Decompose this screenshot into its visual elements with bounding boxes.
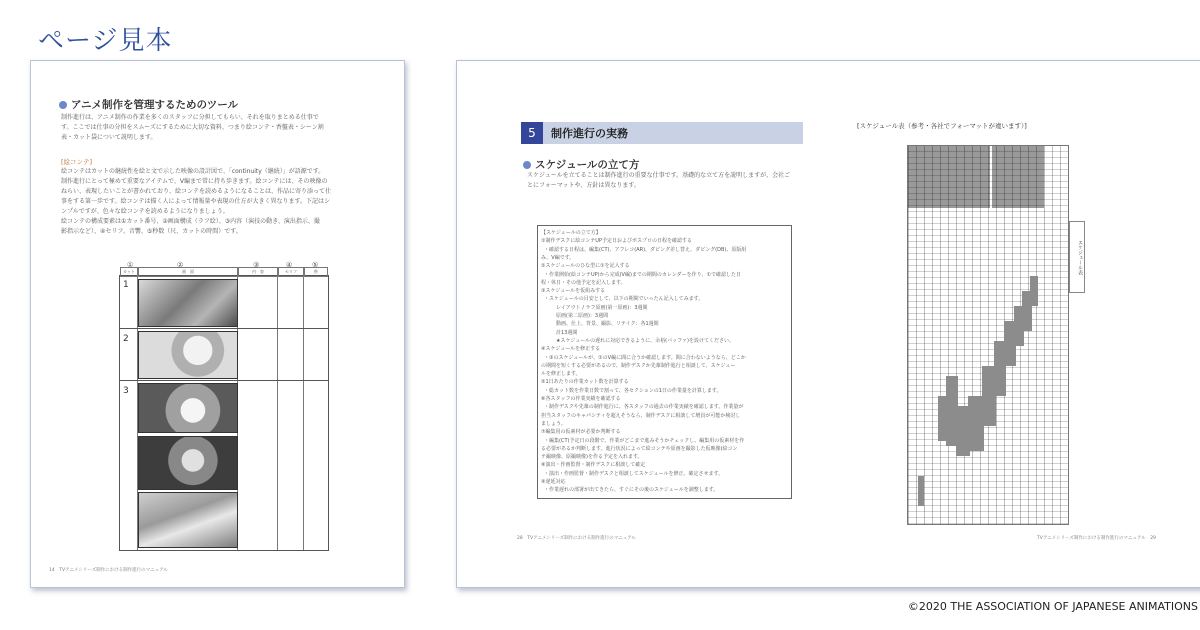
left-subheading: [絵コンテ]: [61, 158, 93, 166]
storyboard-sample: [119, 269, 329, 551]
step-line: ・制作デスクや先輩の制作進行に、各スタッフの過去の作業実績を確認します。作業量が: [544, 404, 744, 411]
bullet-dot-icon: [59, 101, 67, 109]
marker-4: ④: [286, 261, 293, 269]
step-line: ⑦編集用の仮素材が必要か判断する: [541, 429, 621, 436]
step-line: ・確認する日程は、編集(CT)、アフレコ(AR)、ダビング差し替え、ダビング(DB)、原版組: [544, 246, 747, 253]
schedule-chart: [907, 145, 1069, 525]
step-line: る必要があるか判断します。進行状況によって絵コンテや原画を撮影した仮映像(絵コン: [541, 445, 738, 452]
marker-1: ①: [127, 261, 134, 269]
page-heading: ページ見本: [38, 26, 173, 56]
step-line: 計13週間: [556, 329, 578, 336]
marker-5: ⑤: [312, 261, 319, 269]
step-line: 担当スタッフのキャパシティを超えそうなら、制作デスクに相談して増員が可能か検討し: [541, 412, 741, 419]
step-line: レイアウト / ラフ原画(第一原画)：3週間: [556, 304, 648, 311]
left-footer: 14 TVアニメシリーズ制作における制作進行のマニュアル: [49, 568, 168, 573]
storyboard-frame: [138, 279, 238, 327]
chart-grid-lines: [908, 146, 1068, 524]
marker-3: ③: [253, 261, 260, 269]
step-line: ましょう。: [541, 420, 567, 427]
step-line: ⑥各スタッフの作業実績を確認する: [541, 396, 621, 402]
text-line: 絵コンテの構成要素は①カット番号、②画面構成（ラフ絵）、③内容（演技の動き、演出指示、撮: [61, 218, 320, 225]
step-line: ⑧演出・作画監督・制作デスクに相談して確定: [541, 462, 646, 469]
text-line: ねらい、表現したいことが書かれており、絵コンテを読めるようになることは、作品に寄り添って仕: [61, 188, 332, 195]
col-header-seconds: 秒: [304, 267, 328, 277]
col-header-picture: 画 面: [138, 267, 238, 277]
step-line: テ撮映像、原撮映像)を作る予定を入れます。: [541, 454, 643, 461]
step-line: ⑤1日あたりの作業カット数を計算する: [541, 379, 629, 386]
left-body: [61, 167, 331, 237]
left-page-sample: [30, 60, 405, 588]
col-header-dialogue: セリフ: [278, 267, 304, 277]
step-line: 動画、仕上、背景、撮影、リテイク：各1週間: [556, 321, 659, 328]
step-line: ・作業開始(絵コンテUP)から完成(V編)までの期間のカレンダーを作り、①で確認した日: [544, 271, 742, 278]
text-line: 事をする第一歩です。絵コンテは描く人によって情報量や表現の仕方が大きく異なります。下記はシ: [61, 198, 331, 205]
text-line: 制作進行は、アニメ制作の作業を多くのスタッフに分担してもらい、それを取りまとめる仕事で: [61, 114, 319, 121]
col-header-content: 内 容: [238, 267, 278, 277]
right-footer-right: TVアニメシリーズ制作における制作進行のマニュアル 29: [1037, 536, 1156, 541]
left-section-title: [59, 97, 238, 112]
text-line: 影指示など）、④セリフ、音響、⑤秒数（尺、カットの時間）です。: [61, 228, 242, 235]
step-line: ・③のスケジュールが、①のV編に間に合うか確認します。間に合わないようなら、どこか: [544, 354, 746, 361]
col-header-cut: カット: [120, 267, 138, 277]
step-line: ④スケジュールを修正する: [541, 346, 601, 353]
storyboard-frame: [138, 436, 238, 490]
schedule-steps-box: [537, 225, 792, 499]
chapter-title: 制作進行の実務: [551, 127, 628, 140]
chapter-number: 5: [521, 122, 543, 144]
text-line: 表・カット袋について説明します。: [61, 134, 157, 141]
step-line: 程・休日・その他予定を記入します。: [541, 279, 626, 286]
right-section-title-text: スケジュールの立て方: [535, 159, 640, 171]
schedule-side-label: スケジュール表: [1069, 221, 1085, 293]
cut-number: 2: [123, 334, 129, 344]
step-line: ・総カット数を作業日数で割って、各セクションの1日の作業量を計算します。: [544, 387, 722, 394]
left-intro: [61, 113, 324, 143]
schedule-chart-title: [スケジュール表（参考・各社でフォーマットが違います）]: [857, 122, 1027, 130]
step-line: 【スケジュールの立て方】: [541, 230, 601, 236]
right-page-sample: [456, 60, 1200, 588]
step-line: ・スケジュールの目安として、以下の期間でいったん記入してみます。: [544, 296, 704, 303]
step-line: ⑨遅延対応: [541, 479, 566, 485]
divider: [277, 276, 278, 550]
step-line: ②スケジュールのひな型に①を記入する: [541, 263, 630, 270]
right-intro: [527, 171, 790, 191]
text-line: とにフォーマットや、方針は異なります。: [527, 182, 640, 189]
step-line: 原画(第二原画)：3週間: [556, 313, 609, 319]
left-section-title-text: アニメ制作を管理するためのツール: [71, 99, 239, 111]
right-footer-left: 28 TVアニメシリーズ制作における制作進行のマニュアル: [517, 536, 636, 541]
text-line: 絵コンテはカットの継続性を絵と文で示した映像の設計図で、「continuity（継続）」が語源です。: [61, 168, 325, 175]
step-line: ①制作デスクに絵コンテUP予定日およびポスプロの日程を確認する: [541, 238, 692, 245]
divider: [303, 276, 304, 550]
text-line: ンプルですが、色々な絵コンテを読めるようになりましょう。: [61, 208, 229, 215]
text-line: す。ここでは仕事の分担をスムーズにするために大切な資料、つまり絵コンテ・香盤表・シーン割: [61, 124, 324, 131]
chapter-banner: [521, 122, 803, 144]
step-line: ルを修正します。: [541, 371, 581, 378]
schedule-bar: [1030, 276, 1038, 306]
cut-number: 1: [123, 280, 129, 290]
step-line: ・演出・作画監督・制作デスクと相談してスケジュールを修正、確定させます。: [544, 470, 724, 477]
marker-2: ②: [177, 261, 184, 269]
step-line: の期間を短くする必要があるので、制作デスクか先輩制作進行と相談して、スケジュー: [541, 362, 736, 369]
step-line: み、V編です。: [541, 254, 575, 261]
cut-number: 3: [123, 386, 129, 396]
text-line: スケジュールを立てることは制作進行の重要な仕事です。基礎的な立て方を説明しますが、会社ご: [527, 172, 791, 179]
storyboard-frame: [138, 331, 238, 379]
schedule-bar: [918, 476, 924, 506]
storyboard-frame: [138, 383, 238, 433]
storyboard-frame: [138, 492, 238, 548]
divider: [120, 328, 328, 329]
divider: [120, 380, 328, 381]
step-line: ③スケジュールを仮組みする: [541, 288, 606, 295]
step-line: ・編集(CT)予定日の段階で、作業がどこまで進みそうかチェックし、編集用の仮素材を作: [544, 437, 745, 444]
step-line: ★スケジュールの遅れに対応できるように、余裕(バッファ)を設けてください。: [556, 337, 734, 344]
text-line: 制作進行にとって極めて重要なアイテムで、V編まで常に持ち歩きます。絵コンテには、その映像の: [61, 178, 328, 185]
step-line: ・作業遅れの部署が出てきたら、すぐにその後のスケジュールを調整します。: [544, 487, 719, 494]
copyright-notice: ©2020 THE ASSOCIATION OF JAPANESE ANIMATIONS: [907, 600, 1198, 613]
right-section-title: [523, 157, 639, 172]
bullet-dot-icon: [523, 161, 531, 169]
